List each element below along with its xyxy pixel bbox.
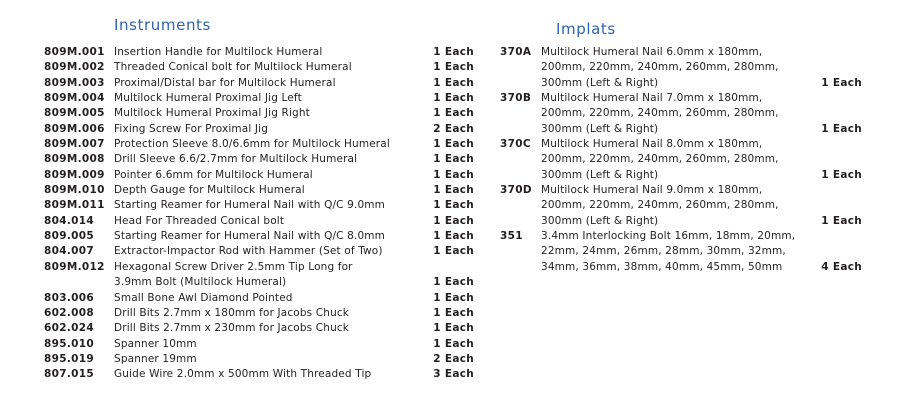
item-quantity: 1 Each bbox=[433, 61, 474, 74]
item-code: 895.019 bbox=[44, 352, 94, 365]
list-item bbox=[44, 168, 474, 183]
item-code: 370C bbox=[500, 138, 531, 151]
item-code: 809.005 bbox=[44, 230, 94, 243]
item-quantity: 1 Each bbox=[433, 46, 474, 58]
item-quantity: 1 Each bbox=[433, 291, 474, 304]
list-item bbox=[44, 229, 474, 244]
implants-list bbox=[500, 45, 862, 275]
item-code: 602.008 bbox=[44, 306, 94, 319]
item-description: Pointer 6.6mm for Multilock Humeral bbox=[114, 168, 313, 181]
item-description: Multilock Humeral Nail 6.0mm x 180mm, bbox=[541, 46, 763, 58]
item-description: Drill Sleeve 6.6/2.7mm for Multilock Humeral bbox=[114, 153, 358, 166]
item-quantity: 1 Each bbox=[821, 168, 862, 181]
item-description: 300mm (Left & Right) bbox=[541, 76, 659, 89]
item-quantity: 4 Each bbox=[821, 260, 862, 273]
item-description: Extractor-Impactor Rod with Hammer (Set of Two) bbox=[114, 245, 383, 258]
item-code: 370B bbox=[500, 92, 532, 105]
item-code: 351 bbox=[500, 230, 523, 243]
item-quantity: 1 Each bbox=[433, 138, 474, 151]
item-description: 300mm (Left & Right) bbox=[541, 122, 659, 135]
item-description: Multilock Humeral Proximal Jig Left bbox=[114, 92, 302, 105]
item-quantity: 1 Each bbox=[433, 230, 474, 243]
item-code: 807.015 bbox=[44, 368, 94, 381]
item-quantity: 1 Each bbox=[433, 184, 474, 197]
list-item bbox=[44, 306, 474, 321]
list-item bbox=[44, 45, 474, 60]
item-description: Multilock Humeral Nail 7.0mm x 180mm, bbox=[541, 92, 763, 105]
list-item bbox=[500, 45, 862, 91]
item-description: 34mm, 36mm, 38mm, 40mm, 45mm, 50mm bbox=[541, 260, 783, 273]
list-item bbox=[44, 352, 474, 367]
list-item bbox=[44, 106, 474, 121]
list-item bbox=[44, 122, 474, 137]
item-description: Hexagonal Screw Driver 2.5mm Tip Long for bbox=[114, 260, 353, 273]
item-quantity: 1 Each bbox=[433, 168, 474, 181]
item-quantity: 1 Each bbox=[433, 107, 474, 120]
item-code: 809M.004 bbox=[44, 92, 105, 105]
item-description: Spanner 19mm bbox=[114, 352, 197, 365]
item-code: 809M.002 bbox=[44, 61, 105, 74]
item-description: 22mm, 24mm, 26mm, 28mm, 30mm, 32mm, bbox=[541, 245, 786, 258]
list-item bbox=[44, 214, 474, 229]
item-description: Multilock Humeral Proximal Jig Right bbox=[114, 107, 310, 120]
item-code: 370A bbox=[500, 46, 532, 58]
item-code: 809M.006 bbox=[44, 122, 105, 135]
item-quantity: 1 Each bbox=[433, 276, 474, 289]
item-code: 809M.011 bbox=[44, 199, 105, 212]
item-quantity: 1 Each bbox=[821, 76, 862, 89]
item-quantity: 2 Each bbox=[433, 122, 474, 135]
item-quantity: 1 Each bbox=[433, 76, 474, 89]
item-quantity: 3 Each bbox=[433, 368, 474, 381]
item-quantity: 1 Each bbox=[821, 214, 862, 227]
item-description: Small Bone Awl Diamond Pointed bbox=[114, 291, 293, 304]
item-quantity: 1 Each bbox=[433, 322, 474, 335]
item-code: 370D bbox=[500, 184, 532, 197]
list-item bbox=[500, 229, 862, 275]
item-quantity: 1 Each bbox=[433, 199, 474, 212]
item-code: 809M.001 bbox=[44, 46, 105, 58]
item-code: 809M.007 bbox=[44, 138, 105, 151]
list-item bbox=[500, 183, 862, 229]
item-quantity: 1 Each bbox=[433, 245, 474, 258]
item-code: 804.007 bbox=[44, 245, 94, 258]
item-code: 809M.008 bbox=[44, 153, 105, 166]
item-code: 809M.003 bbox=[44, 76, 105, 89]
item-code: 895.010 bbox=[44, 337, 94, 350]
item-quantity: 1 Each bbox=[433, 306, 474, 319]
item-code: 809M.005 bbox=[44, 107, 105, 120]
list-item bbox=[44, 260, 474, 291]
list-item bbox=[44, 60, 474, 75]
item-description: Fixing Screw For Proximal Jig bbox=[114, 122, 269, 135]
list-item bbox=[44, 367, 474, 382]
item-description: 300mm (Left & Right) bbox=[541, 168, 659, 181]
item-quantity: 1 Each bbox=[433, 337, 474, 350]
list-item bbox=[44, 198, 474, 213]
item-description: Guide Wire 2.0mm x 500mm With Threaded Tip bbox=[114, 368, 372, 381]
instruments-list bbox=[44, 45, 474, 383]
instruments-heading: Instruments bbox=[114, 16, 211, 34]
item-description: Starting Reamer for Humeral Nail with Q/C 8.0mm bbox=[114, 230, 386, 243]
item-quantity: 1 Each bbox=[433, 153, 474, 166]
item-code: 809M.009 bbox=[44, 168, 105, 181]
item-description: Proximal/Distal bar for Multilock Humeral bbox=[114, 76, 336, 89]
item-quantity: 1 Each bbox=[821, 122, 862, 135]
list-item bbox=[44, 183, 474, 198]
item-description: Starting Reamer for Humeral Nail with Q/C 9.0mm bbox=[114, 199, 386, 212]
list-item bbox=[44, 337, 474, 352]
item-description: Depth Gauge for Multilock Humeral bbox=[114, 184, 305, 197]
item-description: Protection Sleeve 8.0/6.6mm for Multilock Humeral bbox=[114, 138, 390, 151]
item-description: 200mm, 220mm, 240mm, 260mm, 280mm, bbox=[541, 107, 779, 120]
item-description: 300mm (Left & Right) bbox=[541, 214, 659, 227]
item-quantity: 2 Each bbox=[433, 352, 474, 365]
item-description: 200mm, 220mm, 240mm, 260mm, 280mm, bbox=[541, 199, 779, 212]
item-description: Multilock Humeral Nail 9.0mm x 180mm, bbox=[541, 184, 763, 197]
item-quantity: 1 Each bbox=[433, 214, 474, 227]
item-quantity: 1 Each bbox=[433, 92, 474, 105]
item-code: 803.006 bbox=[44, 291, 94, 304]
implants-heading: Implats bbox=[556, 20, 616, 38]
item-description: Multilock Humeral Nail 8.0mm x 180mm, bbox=[541, 138, 763, 151]
item-description: Drill Bits 2.7mm x 230mm for Jacobs Chuck bbox=[114, 322, 350, 335]
list-item bbox=[44, 137, 474, 152]
list-item bbox=[500, 137, 862, 183]
list-item bbox=[44, 321, 474, 336]
list-item bbox=[44, 76, 474, 91]
item-description: Spanner 10mm bbox=[114, 337, 197, 350]
item-code: 602.024 bbox=[44, 322, 94, 335]
item-code: 809M.010 bbox=[44, 184, 105, 197]
item-description: Drill Bits 2.7mm x 180mm for Jacobs Chuck bbox=[114, 306, 350, 319]
list-item bbox=[44, 244, 474, 259]
item-code: 804.014 bbox=[44, 214, 94, 227]
list-item bbox=[44, 91, 474, 106]
item-description: Head For Threaded Conical bolt bbox=[114, 214, 285, 227]
item-description: Insertion Handle for Multilock Humeral bbox=[114, 46, 323, 58]
list-item bbox=[500, 91, 862, 137]
list-item bbox=[44, 291, 474, 306]
item-code: 809M.012 bbox=[44, 260, 105, 273]
item-description: Threaded Conical bolt for Multilock Humeral bbox=[114, 61, 352, 74]
list-item bbox=[44, 152, 474, 167]
item-description: 200mm, 220mm, 240mm, 260mm, 280mm, bbox=[541, 153, 779, 166]
item-description: 3.4mm Interlocking Bolt 16mm, 18mm, 20mm, bbox=[541, 230, 796, 243]
item-description: 200mm, 220mm, 240mm, 260mm, 280mm, bbox=[541, 61, 779, 74]
item-description: 3.9mm Bolt (Multilock Humeral) bbox=[114, 276, 287, 289]
